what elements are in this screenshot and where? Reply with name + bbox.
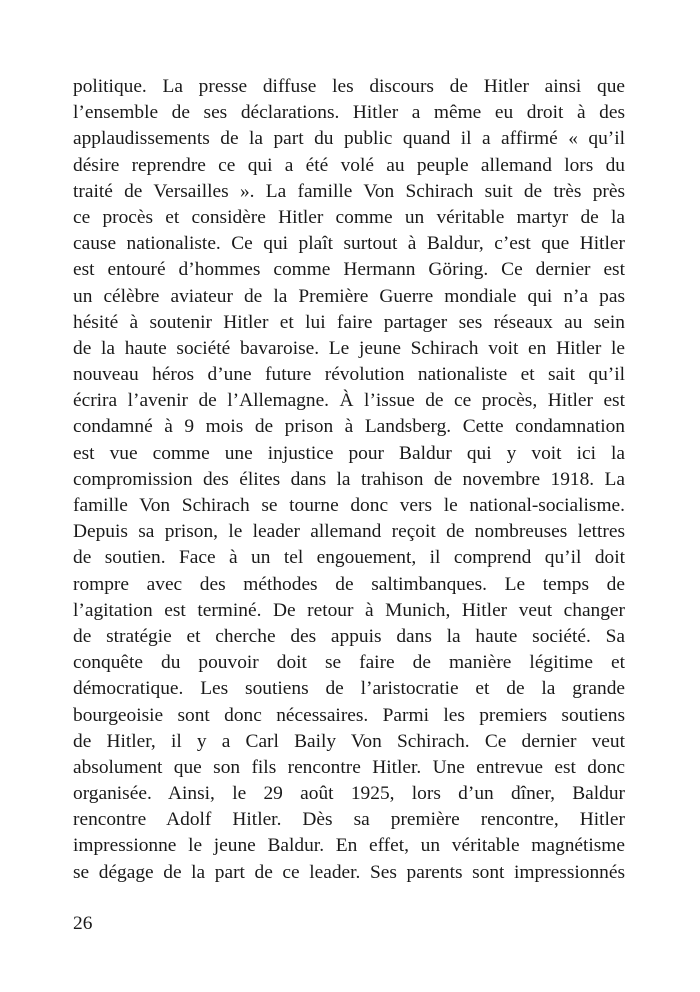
- text-line: cause nationaliste. Ce qui plaît surtout à Baldur, c’est que Hitler: [73, 233, 625, 255]
- text-line: ce procès et considère Hitler comme un véritable martyr de la: [73, 206, 625, 228]
- text-line: conquête du pouvoir doit se faire de manière légitime et: [73, 652, 625, 674]
- text-line: impressionne le jeune Baldur. En effet, un véritable magnétisme: [73, 835, 625, 857]
- text-line: est entouré d’hommes comme Hermann Göring. Ce dernier est: [73, 259, 625, 281]
- text-line: un célèbre aviateur de la Première Guerre mondiale qui n’a pas: [73, 285, 625, 307]
- text-line: de Hitler, il y a Carl Baily Von Schirach. Ce dernier veut: [73, 730, 625, 752]
- text-line: de stratégie et cherche des appuis dans la haute société. Sa: [73, 625, 625, 647]
- text-line: famille Von Schirach se tourne donc vers le national-socialisme.: [73, 495, 625, 516]
- text-line: Depuis sa prison, le leader allemand reçoit de nombreuses lettres: [73, 521, 625, 543]
- text-line: organisée. Ainsi, le 29 août 1925, lors d’un dîner, Baldur: [73, 783, 625, 805]
- text-line: bourgeoisie sont donc nécessaires. Parmi les premiers soutiens: [73, 704, 625, 726]
- text-line: absolument que son fils rencontre Hitler. Une entrevue est donc: [73, 756, 625, 778]
- text-line: compromission des élites dans la trahison de novembre 1918. La: [73, 468, 625, 490]
- text-line: rompre avec des méthodes de saltimbanques. Le temps de: [73, 573, 625, 595]
- text-line: désire reprendre ce qui a été volé au peuple allemand lors du: [73, 154, 625, 176]
- text-line: démocratique. Les soutiens de l’aristocratie et de la grande: [73, 678, 625, 700]
- text-line: de la haute société bavaroise. Le jeune Schirach voit en Hitler le: [73, 337, 625, 359]
- text-line: de soutien. Face à un tel engouement, il comprend qu’il doit: [73, 547, 625, 569]
- body-text: [73, 74, 625, 886]
- text-line: condamné à 9 mois de prison à Landsberg. Cette condamnation: [73, 416, 625, 438]
- text-line: l’agitation est terminé. De retour à Munich, Hitler veut changer: [73, 599, 625, 621]
- text-line: nouveau héros d’une future révolution nationaliste et sait qu’il: [73, 364, 625, 386]
- text-line: applaudissements de la part du public quand il a affirmé « qu’il: [73, 128, 625, 150]
- text-line: rencontre Adolf Hitler. Dès sa première rencontre, Hitler: [73, 809, 625, 831]
- text-line: se dégage de la part de ce leader. Ses parents sont impressionnés: [73, 861, 625, 883]
- page-number: 26: [73, 913, 93, 934]
- text-line: écrira l’avenir de l’Allemagne. À l’issue de ce procès, Hitler est: [73, 390, 625, 412]
- text-line: traité de Versailles ». La famille Von Schirach suit de très près: [73, 180, 625, 202]
- text-line: l’ensemble de ses déclarations. Hitler a même eu droit à des: [73, 102, 625, 124]
- text-line: est vue comme une injustice pour Baldur qui y voit ici la: [73, 442, 625, 464]
- text-line: politique. La presse diffuse les discours de Hitler ainsi que: [73, 76, 625, 97]
- text-line: hésité à soutenir Hitler et lui faire partager ses réseaux au sein: [73, 311, 625, 333]
